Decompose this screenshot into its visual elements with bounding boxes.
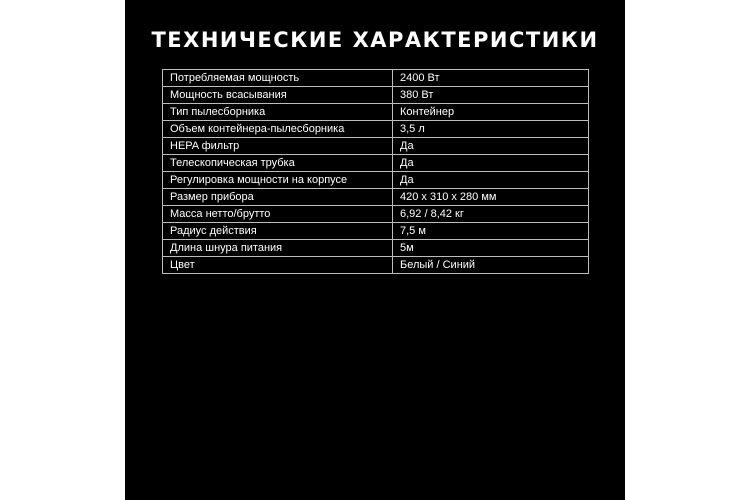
spec-value: 5м [393, 240, 589, 257]
spec-value: 380 Вт [393, 87, 589, 104]
table-row [163, 70, 589, 87]
spec-value: Да [393, 155, 589, 172]
spec-label: Масса нетто/брутто [163, 206, 393, 223]
table-row [163, 206, 589, 223]
table-row [163, 189, 589, 206]
table-row [163, 223, 589, 240]
spec-value: 2400 Вт [393, 70, 589, 87]
spec-label: Телескопическая трубка [163, 155, 393, 172]
spec-value: Белый / Синий [393, 257, 589, 274]
spec-value: 3,5 л [393, 121, 589, 138]
spec-label: Длина шнура питания [163, 240, 393, 257]
spec-label: Цвет [163, 257, 393, 274]
spec-value: 6,92 / 8,42 кг [393, 206, 589, 223]
spec-label: Регулировка мощности на корпусе [163, 172, 393, 189]
spec-value: Да [393, 172, 589, 189]
table-row [163, 138, 589, 155]
spec-value: Контейнер [393, 104, 589, 121]
table-row [163, 240, 589, 257]
table-row [163, 104, 589, 121]
spec-label: Тип пылесборника [163, 104, 393, 121]
spec-label: Потребляемая мощность [163, 70, 393, 87]
spec-label: Радиус действия [163, 223, 393, 240]
spec-label: Мощность всасывания [163, 87, 393, 104]
spec-table [162, 69, 589, 274]
spec-value: Да [393, 138, 589, 155]
table-row [163, 87, 589, 104]
spec-panel [125, 0, 625, 500]
table-row [163, 155, 589, 172]
table-row [163, 257, 589, 274]
spec-label: HEPA фильтр [163, 138, 393, 155]
spec-label: Объем контейнера-пылесборника [163, 121, 393, 138]
spec-label: Размер прибора [163, 189, 393, 206]
table-row [163, 121, 589, 138]
page-title: ТЕХНИЧЕСКИЕ ХАРАКТЕРИСТИКИ [151, 28, 599, 52]
table-row [163, 172, 589, 189]
spec-value: 7,5 м [393, 223, 589, 240]
spec-value: 420 х 310 х 280 мм [393, 189, 589, 206]
